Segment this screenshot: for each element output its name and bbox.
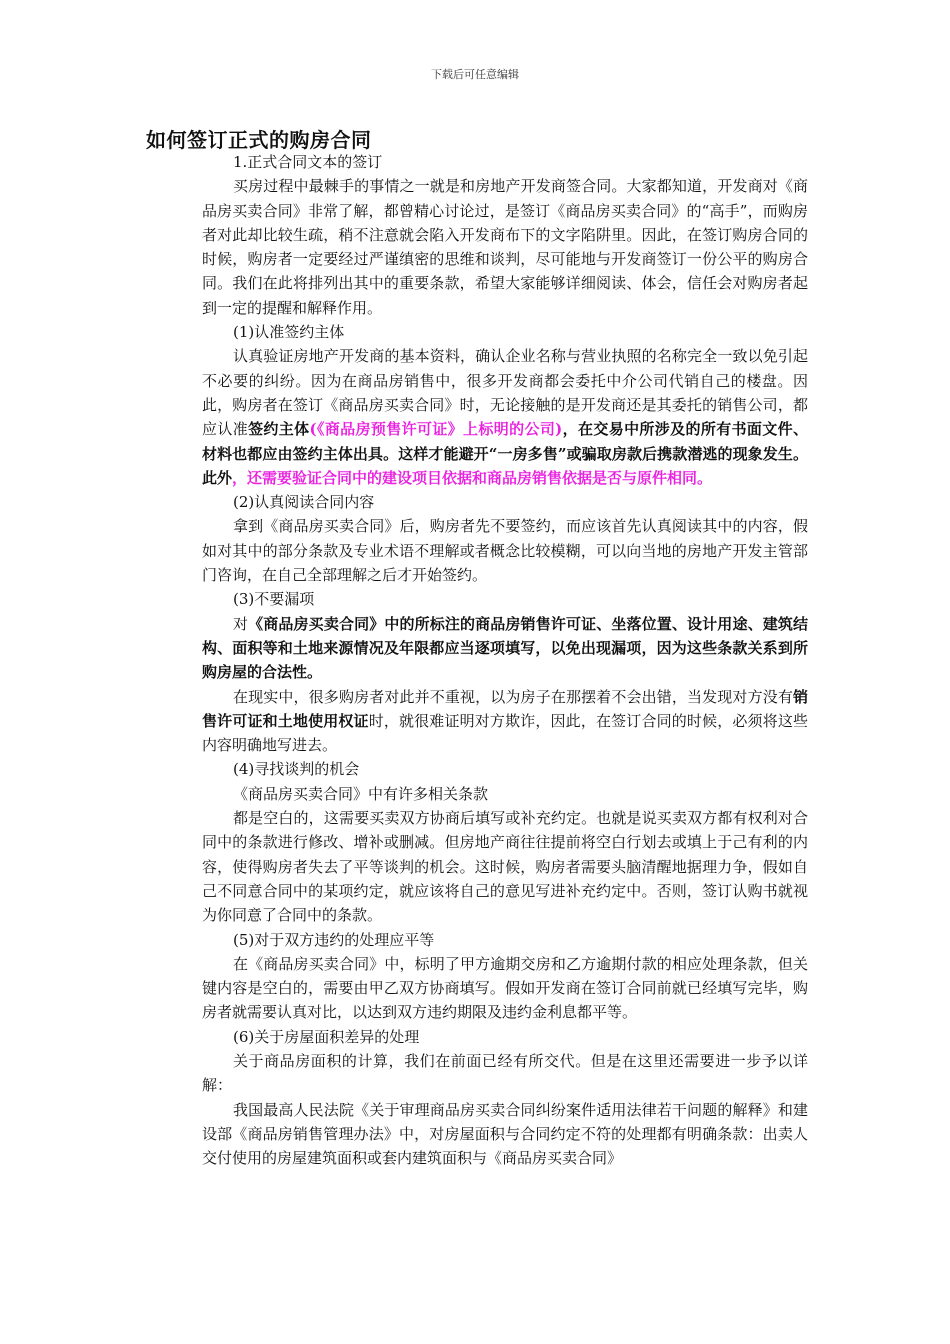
bold-text-permits: 销售许可证和土地使用权证	[202, 687, 808, 730]
paragraph-negotiation: 都是空白的，这需要买卖双方协商后填写或补充约定。也就是说买卖双方都有权利对合同中的条款进行修改、增补或删减。但房地产商往往提前将空白行划去或填上于己有利的内容，使得购房者失去了平等谈判的机会。这时候，购房者需要头脑清醒地据理力争，假如自己不同意合同中的某项约定，就应该将自己的意见写进补充约定中。否则，签订认购书就视为你同意了合同中的条款。	[202, 809, 808, 925]
paragraph-area-intro: 关于商品房面积的计算，我们在前面已经有所交代。但是在这里还需要进一步予以详解：	[202, 1051, 808, 1095]
subheading-signing-party: (1)认准签约主体	[233, 323, 345, 342]
highlight-text-permit: (《商品房预售许可证》上标明的公司)	[309, 420, 563, 439]
subheading-no-omission: (3)不要漏项	[233, 590, 315, 609]
bold-text-signing-party: 签约主体	[248, 420, 310, 439]
text-run: 对	[233, 614, 249, 633]
paragraph-read-contract: 拿到《商品房买卖合同》后，购房者先不要签约，而应该首先认真阅读其中的内容，假如对其中的部分条款及专业术语不理解或者概念比较模糊，可以向当地的房地产开发主管部门咨询，在自己全部理解之后才开始签约。	[202, 517, 808, 585]
text-run: 在现实中，很多购房者对此并不重视，以为房子在那摆着不会出错，当发现对方没有	[233, 687, 793, 706]
section-heading-1: 1.正式合同文本的签订	[233, 153, 383, 171]
document-body	[202, 150, 808, 1170]
subheading-area-difference: (6)关于房屋面积差异的处理	[233, 1027, 420, 1046]
page-header: 下载后可任意编辑	[431, 68, 519, 81]
subheading-negotiation: (4)寻找谈判的机会	[233, 760, 360, 779]
bold-comma: ，在交易中所涉及的所有书面文件、材料也都应由签约主体出具。这样才能避开“一房多售”或骗取房款后携款潜逃的现象发生。此外	[202, 420, 808, 487]
paragraph-area-law: 我国最高人民法院《关于审理商品房买卖合同纠纷案件适用法律若干问题的解释》和建设部《商品房销售管理办法》中，对房屋面积与合同约定不符的处理都有明确条款：出卖人交付使用的房屋建筑面积或套内建筑面积与《商品房买卖合同》	[202, 1100, 808, 1168]
document-title: 如何签订正式的购房合同	[146, 128, 372, 152]
intro-paragraph: 买房过程中最棘手的事情之一就是和房地产开发商签合同。大家都知道，开发商对《商品房买卖合同》非常了解，都曾精心讨论过，是签订《商品房买卖合同》的“高手”，而购房者对此却比较生疏，稍不注意就会陷入开发商布下的文字陷阱里。因此，在签订购房合同的时候，购房者一定要经过严谨缜密的思维和谈判，尽可能地与开发商签订一份公平的购房合同。我们在此将排列出其中的重要条款，希望大家能够详细阅读、体会，信任会对购房者起到一定的提醒和解释作用。	[202, 177, 808, 317]
text-run: 时，就很难证明对方欺诈，因此，在签订合同的时候，必须将这些内容明确地写进去。	[202, 711, 808, 755]
subheading-breach: (5)对于双方违约的处理应平等	[233, 930, 435, 949]
text-run: 认真验证房地产开发商的基本资料，确认企业名称与营业执照的名称完全一致以免引起不必要的纠纷。因为在商品房销售中，很多开发商都会委托中介公司代销自己的楼盘。因此，购房者在签订《商品房买卖合同》时，无论接触的是开发商还是其委托的销售公司，都应认准	[202, 347, 808, 439]
paragraph-breach: 在《商品房买卖合同》中，标明了甲方逾期交房和乙方逾期付款的相应处理条款，但关键内容是空白的，需要由甲乙双方协商填写。假如开发商在签订合同前就已经填写完毕，购房者就需要认真对比，以达到双方违约期限及违约金利息都平等。	[202, 954, 808, 1022]
bold-text-contract-items: 《商品房买卖合同》中的所标注的商品房销售许可证、坐落位置、设计用途、建筑结构、面积等和土地来源情况及年限都应当逐项填写，以免出现漏项，因为这些条款关系到所购房屋的合法性。	[202, 614, 808, 682]
paragraph-no-omission	[202, 612, 808, 685]
subheading-negotiation-sub: 《商品房买卖合同》中有许多相关条款	[233, 784, 489, 803]
paragraph-signing-party	[202, 344, 808, 490]
subheading-read-contract: (2)认真阅读合同内容	[233, 493, 375, 512]
paragraph-reality	[202, 685, 808, 758]
highlight-text-verify: ，还需要验证合同中的建设项目依据和商品房销售依据是否与原件相同。	[232, 468, 713, 487]
